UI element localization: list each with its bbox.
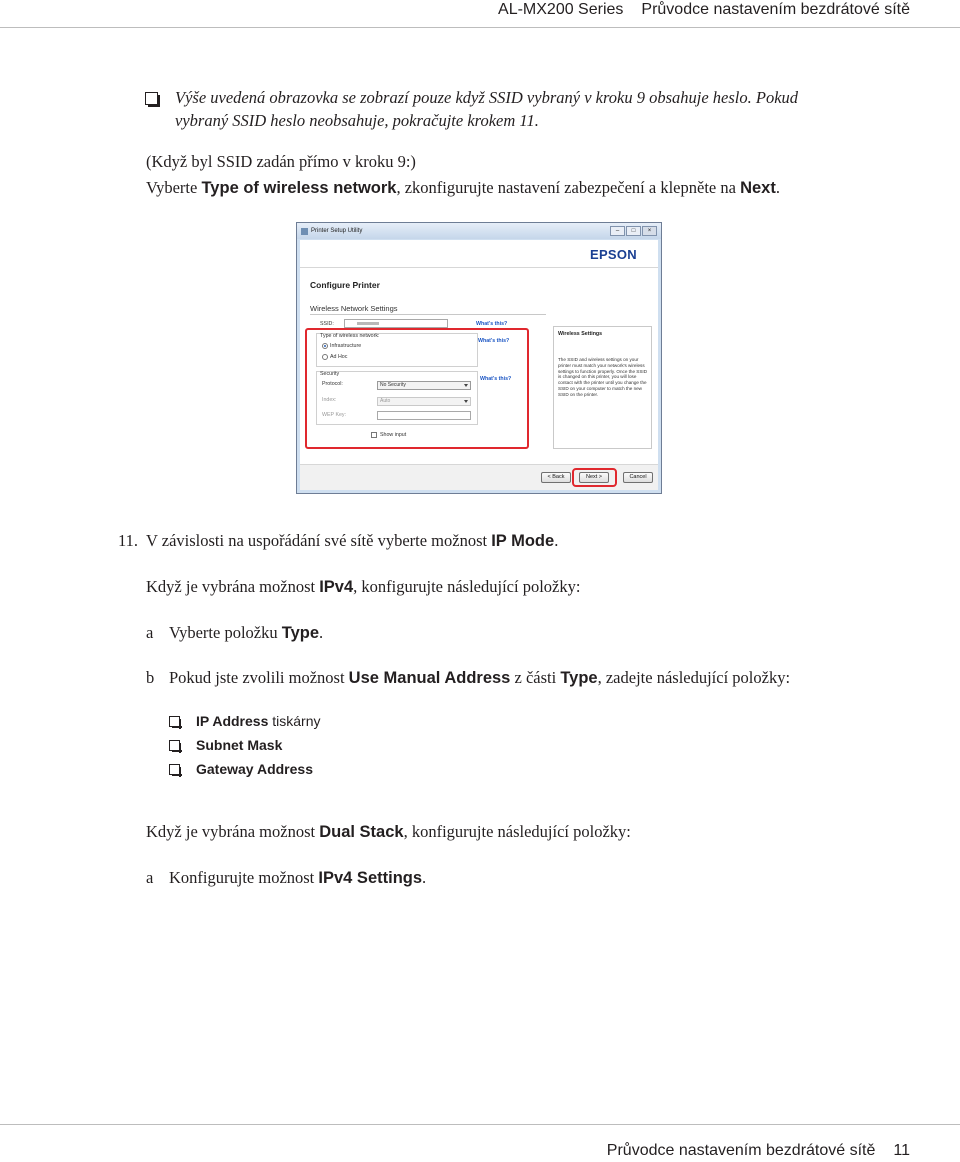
- direct-ssid-line: (Když byl SSID zadán přímo v kroku 9:): [146, 152, 416, 171]
- substep-a2-letter: a: [146, 868, 154, 887]
- index-label: Index:: [322, 397, 337, 403]
- protocol-select[interactable]: [377, 381, 471, 390]
- text: .: [422, 868, 427, 887]
- ssid-label: SSID:: [320, 321, 334, 327]
- back-button[interactable]: < Back: [541, 472, 571, 483]
- checkbox-bullet-icon: [169, 716, 180, 727]
- wireless-settings-info-panel: [553, 326, 652, 449]
- section-divider: [310, 314, 546, 315]
- infrastructure-radio[interactable]: [322, 343, 328, 349]
- direct-ssid-instruction: [146, 176, 780, 200]
- info-panel-text: The SSID and wireless settings on your printer must match your network's wireless settings to function properly. Once the SSID is changed on this printer, you will lose contact with the printer until you change the SSID on your computer to match the new SSID on the printer.: [558, 357, 648, 397]
- infrastructure-label: Infrastructure: [330, 343, 362, 349]
- substep-a2: [169, 866, 426, 890]
- dropdown-arrow-icon: [464, 384, 468, 387]
- page-number: 11: [893, 1142, 910, 1159]
- ipv4-intro: [146, 575, 580, 599]
- header-rule: [0, 27, 960, 28]
- bold-use-manual-address: Use Manual Address: [348, 669, 511, 687]
- substep-b-letter: b: [146, 668, 155, 687]
- show-input-label: Show input: [380, 432, 407, 438]
- bold-type: Type: [560, 669, 598, 687]
- list-item: [169, 733, 282, 757]
- index-select[interactable]: [377, 397, 471, 406]
- bullet-bold: Subnet Mask: [196, 737, 283, 753]
- bold-ipv4-settings: IPv4 Settings: [318, 869, 423, 887]
- wep-key-field[interactable]: [377, 411, 471, 420]
- dialog-client-area: [300, 240, 658, 490]
- adhoc-radio[interactable]: [322, 354, 328, 360]
- header-series: AL-MX200 Series: [498, 1, 624, 18]
- bold-ip-mode: IP Mode: [491, 532, 555, 550]
- substep-b: [169, 666, 790, 690]
- bold-next: Next: [740, 179, 776, 197]
- step-number: 11.: [118, 531, 139, 550]
- whats-this-link-security[interactable]: What's this?: [480, 376, 512, 382]
- wireless-network-settings-heading: Wireless Network Settings: [310, 304, 398, 313]
- text: , zadejte následující položky:: [597, 668, 791, 687]
- text: , zkonfigurujte nastavení zabezpečení a klepněte na: [396, 178, 741, 197]
- security-label: Security: [320, 371, 340, 377]
- bullet-bold: Gateway Address: [196, 761, 313, 777]
- list-item: [169, 757, 313, 781]
- text: z části: [510, 668, 561, 687]
- bold-type: Type: [281, 624, 320, 642]
- dialog-button-bar: [300, 464, 658, 490]
- wep-key-label: WEP Key:: [322, 412, 347, 418]
- epson-logo: EPSON: [589, 247, 637, 262]
- app-icon: [301, 228, 308, 235]
- text: , konfigurujte následující položky:: [403, 822, 631, 841]
- dropdown-arrow-icon: [464, 400, 468, 403]
- network-type-label: Type of wireless network:: [320, 333, 380, 339]
- bullet-rest: tiskárny: [268, 713, 321, 729]
- minimize-icon[interactable]: –: [610, 226, 625, 236]
- bold-ipv4: IPv4: [319, 578, 354, 596]
- bold-type-of-wireless-network: Type of wireless network: [201, 179, 397, 197]
- text: Vyberte položku: [169, 623, 282, 642]
- window-controls: [610, 226, 657, 236]
- next-button[interactable]: Next >: [579, 472, 609, 483]
- text: Vyberte: [146, 178, 202, 197]
- bullet-bold: IP Address: [196, 713, 269, 729]
- maximize-icon[interactable]: □: [626, 226, 641, 236]
- info-panel-title: Wireless Settings: [558, 331, 603, 337]
- whats-this-link-ssid[interactable]: What's this?: [476, 321, 508, 327]
- step-11-text: [146, 529, 558, 553]
- bold-dual-stack: Dual Stack: [319, 823, 404, 841]
- text: Když je vybrána možnost: [146, 822, 320, 841]
- step-11: [118, 529, 138, 553]
- protocol-label: Protocol:: [322, 381, 343, 387]
- cancel-button[interactable]: Cancel: [623, 472, 653, 483]
- running-footer: [607, 1142, 910, 1160]
- text: V závislosti na uspořádání své sítě vyberte možnost: [146, 531, 492, 550]
- running-header: [498, 0, 910, 27]
- ssid-value-redacted: [357, 322, 379, 325]
- text: , konfigurujte následující položky:: [353, 577, 581, 596]
- dialog-titlebar: [297, 223, 661, 239]
- text: .: [554, 531, 559, 550]
- substep-a: [169, 621, 323, 645]
- substep-a-letter: a: [146, 623, 154, 642]
- printer-setup-utility-screenshot: [296, 222, 662, 494]
- index-value: Auto: [380, 398, 391, 404]
- dialog-title: Printer Setup Utility: [311, 228, 363, 234]
- checkbox-bullet-icon: [169, 764, 180, 775]
- footer-guide-title: Průvodce nastavením bezdrátové sítě: [606, 1142, 876, 1159]
- text: Když je vybrána možnost: [146, 577, 320, 596]
- checkbox-bullet-icon: [145, 92, 158, 105]
- protocol-value: No Security: [380, 382, 406, 388]
- note-line-1: Výše uvedená obrazovka se zobrazí pouze když SSID vybraný v kroku 9 obsahuje heslo. Pokud: [175, 88, 799, 107]
- footer-rule: [0, 1124, 960, 1125]
- text: Konfigurujte možnost: [169, 868, 319, 887]
- show-input-checkbox[interactable]: [371, 432, 377, 438]
- text: .: [319, 623, 324, 642]
- close-icon[interactable]: ×: [642, 226, 657, 236]
- adhoc-label: Ad Hoc: [330, 354, 348, 360]
- dual-stack-intro: [146, 820, 631, 844]
- configure-printer-heading: Configure Printer: [310, 280, 380, 290]
- text: .: [775, 178, 780, 197]
- ssid-field[interactable]: [344, 319, 448, 328]
- header-guide-title: Průvodce nastavením bezdrátové sítě: [641, 1, 910, 18]
- text: Pokud jste zvolili možnost: [169, 668, 349, 687]
- whats-this-link-type[interactable]: What's this?: [478, 338, 510, 344]
- checkbox-bullet-icon: [169, 740, 180, 751]
- brand-banner: [300, 240, 658, 268]
- note-line-2: vybraný SSID heslo neobsahuje, pokračujte krokem 11.: [175, 111, 539, 130]
- list-item: [169, 709, 321, 733]
